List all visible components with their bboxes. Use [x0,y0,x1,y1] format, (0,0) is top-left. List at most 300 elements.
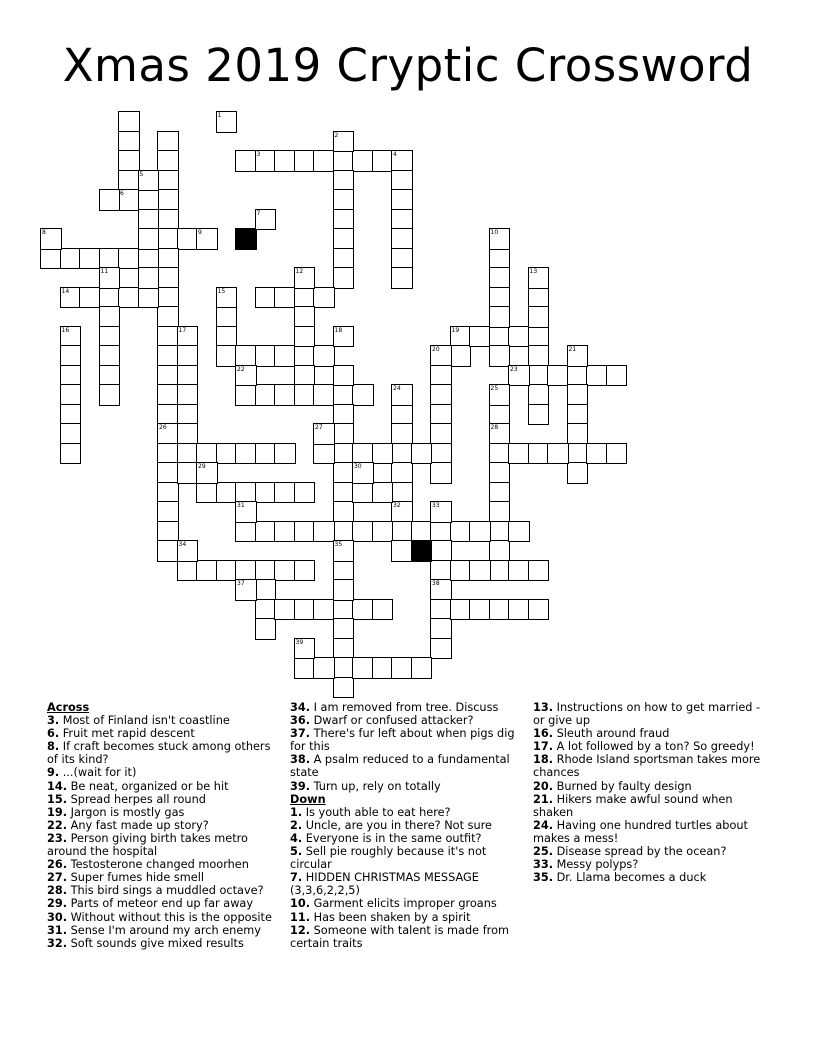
grid-cell[interactable] [294,657,316,679]
grid-cell[interactable] [547,365,569,387]
clue-item [533,780,765,793]
grid-cell[interactable] [489,423,511,445]
grid-cell[interactable] [157,443,179,465]
clue-number: 8 [42,229,46,237]
grid-cell[interactable] [333,423,355,445]
grid-cell[interactable] [333,501,355,523]
grid-cell[interactable] [450,560,472,582]
grid-cell[interactable] [274,560,296,582]
grid-cell[interactable] [352,521,374,543]
grid-cell[interactable] [294,150,316,172]
grid-cell[interactable] [60,345,82,367]
grid-cell[interactable] [99,384,121,406]
grid-cell[interactable] [313,384,335,406]
grid-cell[interactable] [177,540,199,562]
grid-cell[interactable] [60,287,82,309]
grid-cell[interactable] [157,131,179,153]
grid-cell[interactable] [567,443,589,465]
grid-cell[interactable] [586,365,608,387]
grid-cell[interactable] [489,443,511,465]
grid-cell[interactable] [177,443,199,465]
grid-cell[interactable] [333,521,355,543]
clue-text: Someone with talent is made from certain traits [290,923,509,950]
grid-cell[interactable] [430,423,452,445]
clue-number: 27 [315,424,323,432]
grid-cell[interactable] [352,443,374,465]
grid-cell[interactable] [352,482,374,504]
grid-cell[interactable] [450,326,472,348]
grid-cell[interactable] [489,521,511,543]
grid-cell[interactable] [391,267,413,289]
clue-number-label: 31. [47,923,68,937]
grid-cell[interactable] [235,560,257,582]
grid-cell[interactable] [313,521,335,543]
grid-cell[interactable] [255,579,277,601]
grid-cell[interactable] [313,150,335,172]
clue-number-label: 17. [533,740,554,754]
page-title: Xmas 2019 Cryptic Crossword [62,39,754,92]
grid-cell[interactable] [313,443,335,465]
grid-cell[interactable] [138,228,160,250]
clue-number: 24 [393,385,401,393]
grid-cell[interactable] [391,248,413,270]
grid-cell[interactable] [450,599,472,621]
grid-cell[interactable] [489,248,511,270]
grid-cell[interactable] [372,443,394,465]
grid-cell[interactable] [528,365,550,387]
grid-cell[interactable] [157,482,179,504]
grid-cell[interactable] [118,287,140,309]
grid-cell[interactable] [450,345,472,367]
grid-cell[interactable] [528,384,550,406]
grid-cell[interactable] [567,384,589,406]
grid-cell[interactable] [294,482,316,504]
grid-cell[interactable] [138,170,160,192]
grid-cell[interactable] [99,287,121,309]
clue-item [47,766,279,779]
grid-cell[interactable] [216,287,238,309]
grid-cell[interactable] [333,131,355,153]
grid-cell[interactable] [255,443,277,465]
grid-cell[interactable] [508,599,530,621]
grid-cell[interactable] [118,131,140,153]
grid-cell[interactable] [430,618,452,640]
grid-cell[interactable] [333,209,355,231]
grid-cell[interactable] [60,365,82,387]
grid-cell[interactable] [391,423,413,445]
grid-cell[interactable] [372,521,394,543]
grid-cell[interactable] [411,443,433,465]
grid-cell[interactable] [177,404,199,426]
grid-cell[interactable] [235,384,257,406]
clue-item [47,937,279,950]
grid-cell[interactable] [157,306,179,328]
clue-text: Disease spread by the ocean? [553,845,727,859]
grid-cell[interactable] [157,501,179,523]
clue-number: 32 [393,502,401,510]
grid-cell[interactable] [99,306,121,328]
grid-cell[interactable] [274,482,296,504]
clue-heading: Down [290,792,326,806]
grid-cell[interactable] [567,423,589,445]
grid-cell[interactable] [60,443,82,465]
grid-cell[interactable] [157,423,179,445]
grid-cell[interactable] [255,345,277,367]
grid-cell[interactable] [333,462,355,484]
grid-cell[interactable] [469,599,491,621]
grid-cell[interactable] [489,326,511,348]
grid-cell[interactable] [60,326,82,348]
grid-cell[interactable] [508,443,530,465]
grid-cell[interactable] [430,345,452,367]
grid-cell[interactable] [177,384,199,406]
grid-cell[interactable] [60,423,82,445]
grid-cell[interactable] [216,560,238,582]
grid-cell[interactable] [99,189,121,211]
grid-cell[interactable] [567,365,589,387]
grid-cell[interactable] [333,657,355,679]
grid-cell[interactable] [79,287,101,309]
grid-cell[interactable] [274,599,296,621]
clue-number: 31 [237,502,245,510]
grid-cell[interactable] [138,267,160,289]
grid-cell[interactable] [157,248,179,270]
grid-cell[interactable] [313,599,335,621]
grid-cell[interactable] [196,482,218,504]
grid-cell[interactable] [216,443,238,465]
grid-cell[interactable] [430,540,452,562]
grid-cell[interactable] [294,384,316,406]
grid-cell[interactable] [40,248,62,270]
grid-cell[interactable] [196,443,218,465]
clue-item [533,845,765,858]
grid-cell[interactable] [391,657,413,679]
grid-cell[interactable] [255,384,277,406]
clue-number: 10 [490,229,499,237]
grid-cell[interactable] [196,228,218,250]
clue-text: Fruit met rapid descent [59,727,195,741]
clue-text: Be neat, organized or be hit [67,779,229,793]
grid-cell[interactable] [118,150,140,172]
grid-cell[interactable] [333,677,355,699]
grid-cell[interactable] [294,267,316,289]
grid-cell[interactable] [333,618,355,640]
grid-cell[interactable] [333,638,355,660]
clue-number: 12 [295,268,304,276]
grid-cell[interactable] [274,345,296,367]
grid-cell[interactable] [157,462,179,484]
grid-cell[interactable] [255,618,277,640]
grid-cell[interactable] [333,599,355,621]
grid-cell[interactable] [528,599,550,621]
grid-cell[interactable] [274,287,296,309]
clue-number-label: 9. [47,766,60,780]
grid-cell[interactable] [333,384,355,406]
grid-cell[interactable] [391,501,413,523]
grid-cell[interactable] [216,111,238,133]
grid-cell[interactable] [372,150,394,172]
grid-cell[interactable] [294,326,316,348]
grid-cell[interactable] [255,560,277,582]
grid-cell[interactable] [177,326,199,348]
grid-cell[interactable] [489,462,511,484]
grid-cell[interactable] [391,150,413,172]
grid-cell[interactable] [430,384,452,406]
grid-cell[interactable] [489,306,511,328]
grid-cell[interactable] [391,170,413,192]
grid-cell[interactable] [391,521,413,543]
grid-cell[interactable] [157,267,179,289]
grid-cell[interactable] [333,326,355,348]
grid-cell[interactable] [489,228,511,250]
grid-cell[interactable] [177,560,199,582]
grid-cell[interactable] [333,189,355,211]
grid-cell[interactable] [313,345,335,367]
grid-cell[interactable] [235,579,257,601]
clue-number: 33 [432,502,440,510]
clue-text: Has been shaken by a spirit [310,910,471,924]
grid-cell[interactable] [157,209,179,231]
grid-cell[interactable] [255,150,277,172]
clues-down-column [533,701,765,884]
clue-text: Messy polyps? [553,858,639,872]
grid-cell[interactable] [157,540,179,562]
grid-cell[interactable] [255,209,277,231]
grid-cell[interactable] [79,248,101,270]
grid-cell[interactable] [430,579,452,601]
grid-cell[interactable] [528,306,550,328]
grid-cell[interactable] [489,482,511,504]
grid-cell[interactable] [352,150,374,172]
grid-cell[interactable] [157,345,179,367]
grid-cell[interactable] [372,657,394,679]
grid-cell[interactable] [528,345,550,367]
grid-cell[interactable] [508,560,530,582]
grid-cell[interactable] [274,521,296,543]
grid-cell[interactable] [157,365,179,387]
clue-item [290,819,522,832]
grid-cell[interactable] [391,228,413,250]
grid-cell[interactable] [489,599,511,621]
grid-cell[interactable] [489,384,511,406]
grid-cell[interactable] [391,482,413,504]
grid-cell[interactable] [352,462,374,484]
grid-cell[interactable] [333,170,355,192]
grid-cell[interactable] [430,462,452,484]
grid-cell[interactable] [274,384,296,406]
grid-cell[interactable] [157,326,179,348]
grid-cell[interactable] [216,306,238,328]
grid-cell[interactable] [99,248,121,270]
grid-cell[interactable] [118,248,140,270]
grid-cell[interactable] [60,248,82,270]
grid-cell[interactable] [294,306,316,328]
grid-cell[interactable] [255,287,277,309]
grid-cell[interactable] [313,657,335,679]
grid-cell[interactable] [138,248,160,270]
clue-text: There's fur left about when pigs dig for this [290,727,515,754]
grid-cell[interactable] [469,560,491,582]
grid-cell[interactable] [391,209,413,231]
clue-number-label: 34. [290,701,311,714]
grid-cell[interactable] [60,384,82,406]
grid-cell[interactable] [430,501,452,523]
clue-number-label: 10. [290,897,311,911]
grid-cell[interactable] [391,462,413,484]
grid-cell[interactable] [177,228,199,250]
grid-cell[interactable] [99,365,121,387]
grid-cell[interactable] [508,326,530,348]
grid-cell[interactable] [333,560,355,582]
grid-cell[interactable] [138,287,160,309]
grid-cell[interactable] [216,345,238,367]
clue-item [290,911,522,924]
grid-cell[interactable] [235,443,257,465]
grid-cell[interactable] [372,599,394,621]
grid-cell[interactable] [450,521,472,543]
grid-cell[interactable] [411,521,433,543]
grid-cell[interactable] [118,189,140,211]
clue-item [47,780,279,793]
grid-cell[interactable] [255,482,277,504]
grid-cell[interactable] [528,267,550,289]
grid-cell[interactable] [567,345,589,367]
grid-cell[interactable] [157,521,179,543]
grid-cell[interactable] [196,560,218,582]
grid-cell[interactable] [391,404,413,426]
grid-cell[interactable] [177,345,199,367]
grid-cell[interactable] [255,599,277,621]
grid-cell[interactable] [430,599,452,621]
grid-cell[interactable] [606,443,628,465]
grid-cell[interactable] [489,404,511,426]
grid-cell[interactable] [294,638,316,660]
grid-cell[interactable] [235,365,257,387]
grid-cell[interactable] [274,150,296,172]
grid-cell[interactable] [333,579,355,601]
grid-cell[interactable] [235,521,257,543]
grid-cell[interactable] [40,228,62,250]
grid-cell[interactable] [333,248,355,270]
grid-cell[interactable] [469,521,491,543]
grid-cell[interactable] [469,326,491,348]
grid-cell[interactable] [586,443,608,465]
grid-cell[interactable] [528,404,550,426]
grid-cell[interactable] [352,384,374,406]
grid-cell[interactable] [430,404,452,426]
grid-cell[interactable] [333,365,355,387]
grid-cell[interactable] [157,189,179,211]
grid-cell[interactable] [567,462,589,484]
grid-cell[interactable] [333,150,355,172]
grid-cell[interactable] [60,404,82,426]
grid-cell[interactable] [118,170,140,192]
grid-cell[interactable] [157,287,179,309]
grid-cell[interactable] [274,443,296,465]
grid-cell[interactable] [430,560,452,582]
grid-cell[interactable] [157,150,179,172]
grid-cell[interactable] [430,443,452,465]
grid-cell[interactable] [235,482,257,504]
grid-cell[interactable] [391,384,413,406]
grid-cell[interactable] [430,365,452,387]
grid-cell[interactable] [177,423,199,445]
grid-cell[interactable] [294,521,316,543]
grid-cell[interactable] [567,404,589,426]
grid-cell[interactable] [430,638,452,660]
grid-cell[interactable] [528,326,550,348]
grid-cell[interactable] [372,482,394,504]
grid-cell[interactable] [294,599,316,621]
grid-cell[interactable] [508,521,530,543]
grid-cell[interactable] [157,384,179,406]
grid-cell[interactable] [333,540,355,562]
grid-cell[interactable] [333,228,355,250]
grid-cell[interactable] [547,443,569,465]
grid-cell[interactable] [216,326,238,348]
grid-cell[interactable] [606,365,628,387]
grid-cell[interactable] [391,443,413,465]
grid-cell[interactable] [255,521,277,543]
grid-cell[interactable] [138,189,160,211]
grid-cell[interactable] [508,365,530,387]
grid-cell[interactable] [99,326,121,348]
grid-cell[interactable] [177,462,199,484]
grid-cell[interactable] [489,345,511,367]
grid-cell[interactable] [489,267,511,289]
grid-cell[interactable] [391,189,413,211]
grid-cell[interactable] [352,657,374,679]
grid-cell[interactable] [352,599,374,621]
grid-cell[interactable] [528,560,550,582]
grid-cell[interactable] [294,287,316,309]
grid-cell[interactable] [157,170,179,192]
grid-cell[interactable] [489,287,511,309]
grid-cell[interactable] [235,150,257,172]
clue-number-label: 32. [47,936,68,950]
grid-cell[interactable] [528,287,550,309]
grid-cell[interactable] [216,482,238,504]
grid-cell[interactable] [411,657,433,679]
grid-cell[interactable] [294,345,316,367]
grid-cell[interactable] [528,443,550,465]
grid-cell[interactable] [489,540,511,562]
grid-cell[interactable] [489,501,511,523]
grid-cell[interactable] [235,345,257,367]
grid-cell[interactable] [196,462,218,484]
grid-cell[interactable] [177,365,199,387]
grid-cell[interactable] [391,540,413,562]
grid-cell[interactable] [430,521,452,543]
clue-number-label: 8. [47,740,60,754]
grid-cell[interactable] [313,423,335,445]
grid-cell[interactable] [118,111,140,133]
grid-cell[interactable] [157,404,179,426]
grid-cell[interactable] [313,287,335,309]
grid-cell[interactable] [138,209,160,231]
grid-cell[interactable] [489,560,511,582]
grid-cell[interactable] [294,365,316,387]
grid-cell[interactable] [333,443,355,465]
grid-cell[interactable] [157,228,179,250]
grid-cell[interactable] [333,404,355,426]
grid-cell[interactable] [99,267,121,289]
grid-cell[interactable] [333,482,355,504]
grid-cell[interactable] [294,560,316,582]
grid-cell[interactable] [99,345,121,367]
grid-cell[interactable] [235,501,257,523]
grid-cell[interactable] [333,267,355,289]
